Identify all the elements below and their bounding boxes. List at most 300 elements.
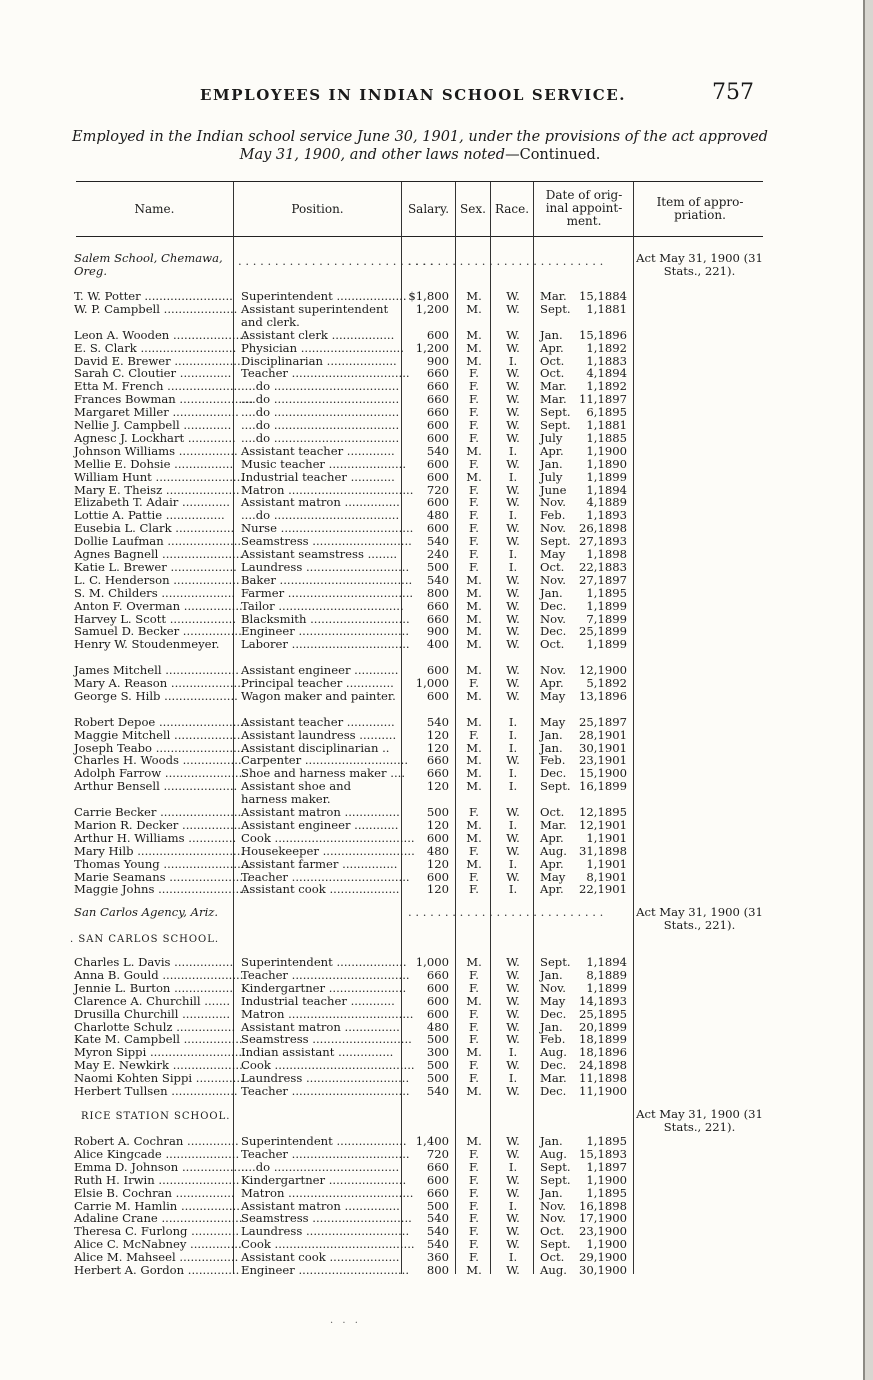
position: Assistant farmer ............... xyxy=(241,856,398,871)
sex: F. xyxy=(469,366,479,381)
race: W. xyxy=(506,688,520,703)
position: Engineer .............................. xyxy=(241,624,410,639)
position: Engineer .............................. xyxy=(241,1263,410,1277)
employee-name: Naomi Kohten Sippi ............. xyxy=(74,1071,244,1086)
race: I. xyxy=(508,547,518,561)
school-heading-text: SAN CARLOS SCHOOL. xyxy=(78,934,220,945)
sex: M. xyxy=(466,611,482,626)
appointment-day-year: 1,1895 xyxy=(586,1185,627,1200)
position: Superintendent ................... xyxy=(241,1134,407,1148)
appointment-month: May xyxy=(540,993,566,1008)
position: Physician ............................ xyxy=(241,340,404,355)
position: ....do .................................. xyxy=(241,379,400,394)
appointment-day-year: 4,1894 xyxy=(586,366,627,381)
position: Shoe and harness maker .... xyxy=(241,766,406,781)
sex: F. xyxy=(469,843,479,858)
sex: M. xyxy=(466,353,482,368)
race: W. xyxy=(506,1006,520,1021)
header-bottom-rule xyxy=(76,236,763,237)
appointment-day-year: 1,1892 xyxy=(586,340,627,355)
column-header-race: Race. xyxy=(494,202,530,216)
sex: F. xyxy=(469,967,479,982)
employee-name: Maggie Johns ........................ xyxy=(74,882,247,897)
salary: 500 xyxy=(426,1058,449,1073)
salary: 120 xyxy=(426,740,449,755)
sex: F. xyxy=(469,405,479,420)
sex: F. xyxy=(469,980,479,995)
employee-name: T. W. Potter ........................ xyxy=(74,289,233,303)
position: Assistant disciplinarian .. xyxy=(241,740,390,755)
position: Carpenter ............................ xyxy=(241,753,409,768)
employee-name: Arthur Bensell .................... xyxy=(74,779,238,794)
appointment-month: Apr. xyxy=(540,830,564,845)
race: W. xyxy=(506,830,520,845)
appointment-month: Jan. xyxy=(540,740,563,755)
race: I. xyxy=(508,740,518,755)
position: Blacksmith ........................... xyxy=(241,611,410,626)
appointment-month: Nov. xyxy=(540,1198,566,1213)
salary: 600 xyxy=(426,869,449,884)
employee-name: Nellie J. Campbell ............. xyxy=(74,418,232,432)
appointment-day-year: 1,1881 xyxy=(586,418,627,432)
column-header-name: Name. xyxy=(134,202,175,216)
appointment-day-year: 1,1901 xyxy=(586,856,627,871)
employee-name: Etta M. French .................... xyxy=(74,379,241,394)
sex: M. xyxy=(466,1084,482,1098)
position: ....do .................................. xyxy=(241,508,400,523)
race: W. xyxy=(506,980,520,995)
sex: M. xyxy=(466,443,482,458)
salary: 1,000 xyxy=(415,676,449,690)
position: Kindergartner ..................... xyxy=(241,1172,407,1187)
appointment-day-year: 1,1893 xyxy=(586,508,627,523)
leader-dots: . . . . . . . . . . . . . . . . . . . . . . . . . . . xyxy=(408,905,604,919)
employee-name: William Hunt ........................ xyxy=(74,469,244,484)
salary: 1,200 xyxy=(415,340,449,355)
salary: 540 xyxy=(426,534,449,549)
employee-name: E. S. Clark .......................... xyxy=(74,340,237,355)
position: Assistant shoe and harness maker. xyxy=(241,779,352,807)
employee-name: Agnesc J. Lockhart ............. xyxy=(74,430,236,445)
race: I. xyxy=(508,559,518,574)
appointment-month: Sept. xyxy=(540,534,571,549)
appointment-day-year: 27,1897 xyxy=(579,572,627,587)
employee-name: Mary A. Reason .................... xyxy=(74,676,245,690)
appointment-month: Nov. xyxy=(540,663,566,678)
appointment-day-year: 28,1901 xyxy=(579,727,627,742)
appointment-day-year: 16,1898 xyxy=(579,1198,627,1213)
appointment-day-year: 14,1893 xyxy=(579,993,627,1008)
position: Music teacher ..................... xyxy=(241,456,407,471)
employee-name: Samuel D. Becker ................ xyxy=(74,624,242,639)
salary: 720 xyxy=(426,482,449,497)
sex: M. xyxy=(466,327,482,342)
appointment-month: Apr. xyxy=(540,676,564,690)
leader-dots: . . . . . . . . . . . . . . . . . . . . . . . . . . . xyxy=(238,254,434,268)
employee-name: Anton F. Overman ................ xyxy=(74,598,243,613)
race: W. xyxy=(506,843,520,858)
race: I. xyxy=(508,714,518,729)
salary: 1,000 xyxy=(415,955,449,969)
race: W. xyxy=(506,456,520,471)
sex: F. xyxy=(469,1185,479,1200)
sex: M. xyxy=(466,856,482,871)
appointment-day-year: 1,1900 xyxy=(586,1172,627,1187)
race: I. xyxy=(508,1198,518,1213)
employee-name: Mellie E. Dohsie ................ xyxy=(74,456,234,471)
section-title: San Carlos Agency, Ariz. xyxy=(74,905,219,919)
race: W. xyxy=(506,585,520,600)
employee-name: Frances Bowman .................... xyxy=(74,392,254,407)
salary: 600 xyxy=(426,688,449,703)
sex: F. xyxy=(469,392,479,407)
appropriation-note: Act May 31, 1900 (31 Stats., 221). xyxy=(636,905,763,932)
appointment-day-year: 12,1901 xyxy=(579,817,627,832)
employee-name: Marie Seamans ...................... xyxy=(74,869,251,884)
sex: F. xyxy=(469,727,479,742)
appointment-day-year: 20,1899 xyxy=(579,1019,627,1034)
race: W. xyxy=(506,1084,520,1098)
salary: 600 xyxy=(426,1006,449,1021)
sex: F. xyxy=(469,430,479,445)
appointment-month: Dec. xyxy=(540,1006,567,1021)
position: Assistant matron ............... xyxy=(241,1019,400,1034)
appointment-month: Jan. xyxy=(540,327,563,342)
page-number: 757 xyxy=(712,80,754,105)
salary: 540 xyxy=(426,1224,449,1239)
appointment-day-year: 30,1901 xyxy=(579,740,627,755)
appointment-month: Apr. xyxy=(540,856,564,871)
salary: 900 xyxy=(426,624,449,639)
salary: 660 xyxy=(426,366,449,381)
salary: 540 xyxy=(426,572,449,587)
sex: M. xyxy=(466,572,482,587)
employee-name: George S. Hilb .................... xyxy=(74,688,238,703)
appointment-day-year: 8,1901 xyxy=(586,869,627,884)
sex: F. xyxy=(469,521,479,536)
appointment-month: Sept. xyxy=(540,418,571,432)
employee-name: Thomas Young ........................ xyxy=(74,856,252,871)
position: Baker .................................... xyxy=(241,572,413,587)
employee-name: Anna B. Gould ...................... xyxy=(74,967,244,982)
appointment-day-year: 1,1890 xyxy=(586,456,627,471)
race: W. xyxy=(506,392,520,407)
sex: F. xyxy=(469,1071,479,1086)
sex: M. xyxy=(466,1045,482,1060)
position: Assistant teacher ............. xyxy=(241,714,395,729)
employee-name: Ruth H. Irwin ...................... xyxy=(74,1172,240,1187)
sex: M. xyxy=(466,1263,482,1277)
position: ....do .................................. xyxy=(241,418,400,432)
race: W. xyxy=(506,289,520,303)
position: Tailor .................................. xyxy=(241,598,404,613)
salary: 120 xyxy=(426,856,449,871)
race: W. xyxy=(506,340,520,355)
employee-name: James Mitchell .................... xyxy=(74,663,239,678)
race: I. xyxy=(508,1071,518,1086)
appointment-day-year: 1,1892 xyxy=(586,379,627,394)
position: Matron .................................. xyxy=(241,1185,414,1200)
employee-name: Clarence A. Churchill ....... xyxy=(74,993,231,1008)
position: Laundress ............................ xyxy=(241,1224,410,1239)
race: W. xyxy=(506,1146,520,1161)
employee-name: Marion R. Decker ................ xyxy=(74,817,241,832)
position: Cook ...................................... xyxy=(241,1237,415,1252)
race: W. xyxy=(506,637,520,652)
salary: 1,400 xyxy=(415,1134,449,1148)
sex: F. xyxy=(469,1198,479,1213)
sex: F. xyxy=(469,379,479,394)
appointment-month: Sept. xyxy=(540,1159,571,1174)
appointment-month: Jan. xyxy=(540,456,563,471)
race: W. xyxy=(506,379,520,394)
sex: F. xyxy=(469,1006,479,1021)
employee-name: Adaline Crane ...................... xyxy=(74,1211,243,1226)
appointment-month: Dec. xyxy=(540,624,567,639)
salary: 660 xyxy=(426,379,449,394)
employee-name: Charles H. Woods ................ xyxy=(74,753,242,768)
salary: 400 xyxy=(426,637,449,652)
salary: 600 xyxy=(426,663,449,678)
appointment-day-year: 1,1899 xyxy=(586,980,627,995)
salary: 800 xyxy=(426,1263,449,1277)
position: Matron .................................. xyxy=(241,1006,414,1021)
race: W. xyxy=(506,753,520,768)
position: Laundress ............................ xyxy=(241,1071,410,1086)
race: I. xyxy=(508,779,518,794)
sex: M. xyxy=(466,714,482,729)
position: Industrial teacher ............ xyxy=(241,993,395,1008)
position: Matron .................................. xyxy=(241,482,414,497)
position: Nurse .................................... xyxy=(241,521,414,536)
race: W. xyxy=(506,1211,520,1226)
salary: 480 xyxy=(426,1019,449,1034)
appointment-day-year: 12,1900 xyxy=(579,663,627,678)
position: ....do .................................. xyxy=(241,430,400,445)
appointment-month: Nov. xyxy=(540,1211,566,1226)
appointment-day-year: 15,1893 xyxy=(579,1146,627,1161)
appointment-day-year: 26,1898 xyxy=(579,521,627,536)
salary: 720 xyxy=(426,1146,449,1161)
sex: F. xyxy=(469,1211,479,1226)
race: W. xyxy=(506,301,520,316)
position: Wagon maker and painter. xyxy=(241,688,396,703)
sex: F. xyxy=(469,1058,479,1073)
salary: 600 xyxy=(426,830,449,845)
caption-continued: —Continued. xyxy=(505,147,601,163)
position: Assistant teacher ............. xyxy=(241,443,395,458)
race: I. xyxy=(508,508,518,523)
salary: 500 xyxy=(426,1071,449,1086)
appointment-day-year: 13,1896 xyxy=(579,688,627,703)
position: Assistant engineer ............ xyxy=(241,663,399,678)
appointment-month: Apr. xyxy=(540,340,564,355)
employee-name: Johnson Williams ................ xyxy=(74,443,238,458)
appointment-day-year: 22,1883 xyxy=(579,559,627,574)
salary: 500 xyxy=(426,1198,449,1213)
salary: 300 xyxy=(426,1045,449,1060)
position: Seamstress ........................... xyxy=(241,534,412,549)
race: W. xyxy=(506,993,520,1008)
employee-name: Jennie L. Burton ................ xyxy=(74,980,234,995)
appointment-day-year: 1,1883 xyxy=(586,353,627,368)
appointment-month: Oct. xyxy=(540,1224,565,1239)
appointment-month: May xyxy=(540,869,566,884)
sex: F. xyxy=(469,495,479,510)
position: Teacher ................................ xyxy=(241,1084,410,1098)
race: W. xyxy=(506,611,520,626)
appointment-month: Sept. xyxy=(540,405,571,420)
appointment-month: Apr. xyxy=(540,443,564,458)
employee-name: S. M. Childers .................... xyxy=(74,585,236,600)
employee-name: Joseph Teabo ........................ xyxy=(74,740,245,755)
sex: F. xyxy=(469,805,479,819)
race: I. xyxy=(508,1250,518,1265)
race: W. xyxy=(506,405,520,420)
race: I. xyxy=(508,443,518,458)
position: Laborer ................................ xyxy=(241,637,410,652)
appointment-month: Jan. xyxy=(540,1185,563,1200)
column-divider xyxy=(490,182,491,1274)
appointment-day-year: 15,1900 xyxy=(579,766,627,781)
sex: M. xyxy=(466,637,482,652)
salary: 600 xyxy=(426,980,449,995)
salary: 660 xyxy=(426,753,449,768)
employee-name: Harvey L. Scott .................. xyxy=(74,611,237,626)
race: W. xyxy=(506,521,520,536)
appointment-month: Mar. xyxy=(540,379,567,394)
appointment-month: Dec. xyxy=(540,598,567,613)
school-heading: . SAN CARLOS SCHOOL. xyxy=(70,934,220,945)
appointment-month: Jan. xyxy=(540,967,563,982)
race: W. xyxy=(506,366,520,381)
appointment-month: July xyxy=(540,469,563,484)
appointment-day-year: 1,1899 xyxy=(586,598,627,613)
salary: 600 xyxy=(426,495,449,510)
position: Indian assistant ............... xyxy=(241,1045,394,1060)
appointment-day-year: 15,1884 xyxy=(579,289,627,303)
appointment-day-year: 1,1881 xyxy=(586,301,627,316)
column-divider xyxy=(455,182,456,1274)
race: W. xyxy=(506,1032,520,1047)
race: W. xyxy=(506,1134,520,1148)
appointment-month: Jan. xyxy=(540,1134,563,1148)
position: ....do .................................. xyxy=(241,392,400,407)
sex: M. xyxy=(466,688,482,703)
employee-name: Alice M. Mahseel ................ xyxy=(74,1250,239,1265)
race: I. xyxy=(508,727,518,742)
race: W. xyxy=(506,805,520,819)
salary: 480 xyxy=(426,843,449,858)
appointment-day-year: 11,1897 xyxy=(579,392,627,407)
appointment-day-year: 5,1892 xyxy=(586,676,627,690)
appointment-day-year: 30,1900 xyxy=(579,1263,627,1277)
sex: F. xyxy=(469,1250,479,1265)
race: W. xyxy=(506,1172,520,1187)
sex: M. xyxy=(466,830,482,845)
position: Assistant matron ............... xyxy=(241,1198,400,1213)
sex: M. xyxy=(466,1134,482,1148)
employee-name: Mary E. Theisz .................... xyxy=(74,482,240,497)
position: Assistant cook ................... xyxy=(241,1250,400,1265)
race: I. xyxy=(508,766,518,781)
position: Teacher ................................ xyxy=(241,869,410,884)
salary: 600 xyxy=(426,993,449,1008)
appointment-day-year: 17,1900 xyxy=(579,1211,627,1226)
position: Kindergartner ..................... xyxy=(241,980,407,995)
appointment-day-year: 18,1896 xyxy=(579,1045,627,1060)
appointment-day-year: 25,1895 xyxy=(579,1006,627,1021)
leader-dots: . . . . . . . . . . . . . . . . . . . . . . . . . . . xyxy=(408,254,604,268)
salary: 120 xyxy=(426,882,449,897)
race: W. xyxy=(506,1185,520,1200)
appointment-day-year: 15,1896 xyxy=(579,327,627,342)
sex: M. xyxy=(466,585,482,600)
position: Seamstress ........................... xyxy=(241,1211,412,1226)
position: Industrial teacher ............ xyxy=(241,469,395,484)
appointment-month: Sept. xyxy=(540,955,571,969)
sex: F. xyxy=(469,534,479,549)
appropriation-note: Act May 31, 1900 (31 Stats., 221). xyxy=(636,1107,763,1134)
appointment-month: Nov. xyxy=(540,980,566,995)
appointment-day-year: 31,1898 xyxy=(579,843,627,858)
employee-name: Emma D. Johnson .................. xyxy=(74,1159,249,1174)
sex: F. xyxy=(469,456,479,471)
appointment-day-year: 18,1899 xyxy=(579,1032,627,1047)
appointment-month: Sept. xyxy=(540,779,571,794)
employee-name: Alice Kingcade .................... xyxy=(74,1146,240,1161)
employee-name: May E. Newkirk .................... xyxy=(74,1058,247,1073)
sex: F. xyxy=(469,676,479,690)
appointment-day-year: 1,1900 xyxy=(586,443,627,458)
position: Assistant matron ............... xyxy=(241,805,400,819)
employee-name: Elizabeth T. Adair ............. xyxy=(74,495,230,510)
appointment-day-year: 1,1895 xyxy=(586,1134,627,1148)
employee-name: L. C. Henderson .................. xyxy=(74,572,240,587)
employee-name: Agnes Bagnell ...................... xyxy=(74,547,244,561)
salary: 600 xyxy=(426,327,449,342)
appointment-month: Aug. xyxy=(540,1146,567,1161)
appointment-month: Feb. xyxy=(540,508,566,523)
appointment-day-year: 11,1898 xyxy=(579,1071,627,1086)
position: Principal teacher ............. xyxy=(241,676,394,690)
employee-name: Arthur H. Williams ............. xyxy=(74,830,237,845)
appointment-month: Oct. xyxy=(540,559,565,574)
employee-name: Herbert A. Gordon .............. xyxy=(74,1263,240,1277)
position: Disciplinarian ................... xyxy=(241,353,397,368)
appointment-month: Mar. xyxy=(540,1071,567,1086)
school-heading: RICE STATION SCHOOL. xyxy=(81,1111,231,1122)
employee-name: Robert Depoe ........................ xyxy=(74,714,248,729)
salary: 540 xyxy=(426,1211,449,1226)
salary: 660 xyxy=(426,392,449,407)
salary: 800 xyxy=(426,585,449,600)
position: Assistant cook ................... xyxy=(241,882,400,897)
column-header-salary: Salary. xyxy=(407,202,450,216)
salary: 660 xyxy=(426,967,449,982)
race: W. xyxy=(506,572,520,587)
position: Assistant clerk ................. xyxy=(241,327,395,342)
running-head: EMPLOYEES IN INDIAN SCHOOL SERVICE. xyxy=(200,86,627,104)
race: W. xyxy=(506,624,520,639)
employee-name: Mary Hilb ............................. xyxy=(74,843,245,858)
race: W. xyxy=(506,1224,520,1239)
sex: M. xyxy=(466,955,482,969)
race: W. xyxy=(506,955,520,969)
race: W. xyxy=(506,418,520,432)
position: Superintendent ................... xyxy=(241,289,407,303)
appointment-month: May xyxy=(540,688,566,703)
